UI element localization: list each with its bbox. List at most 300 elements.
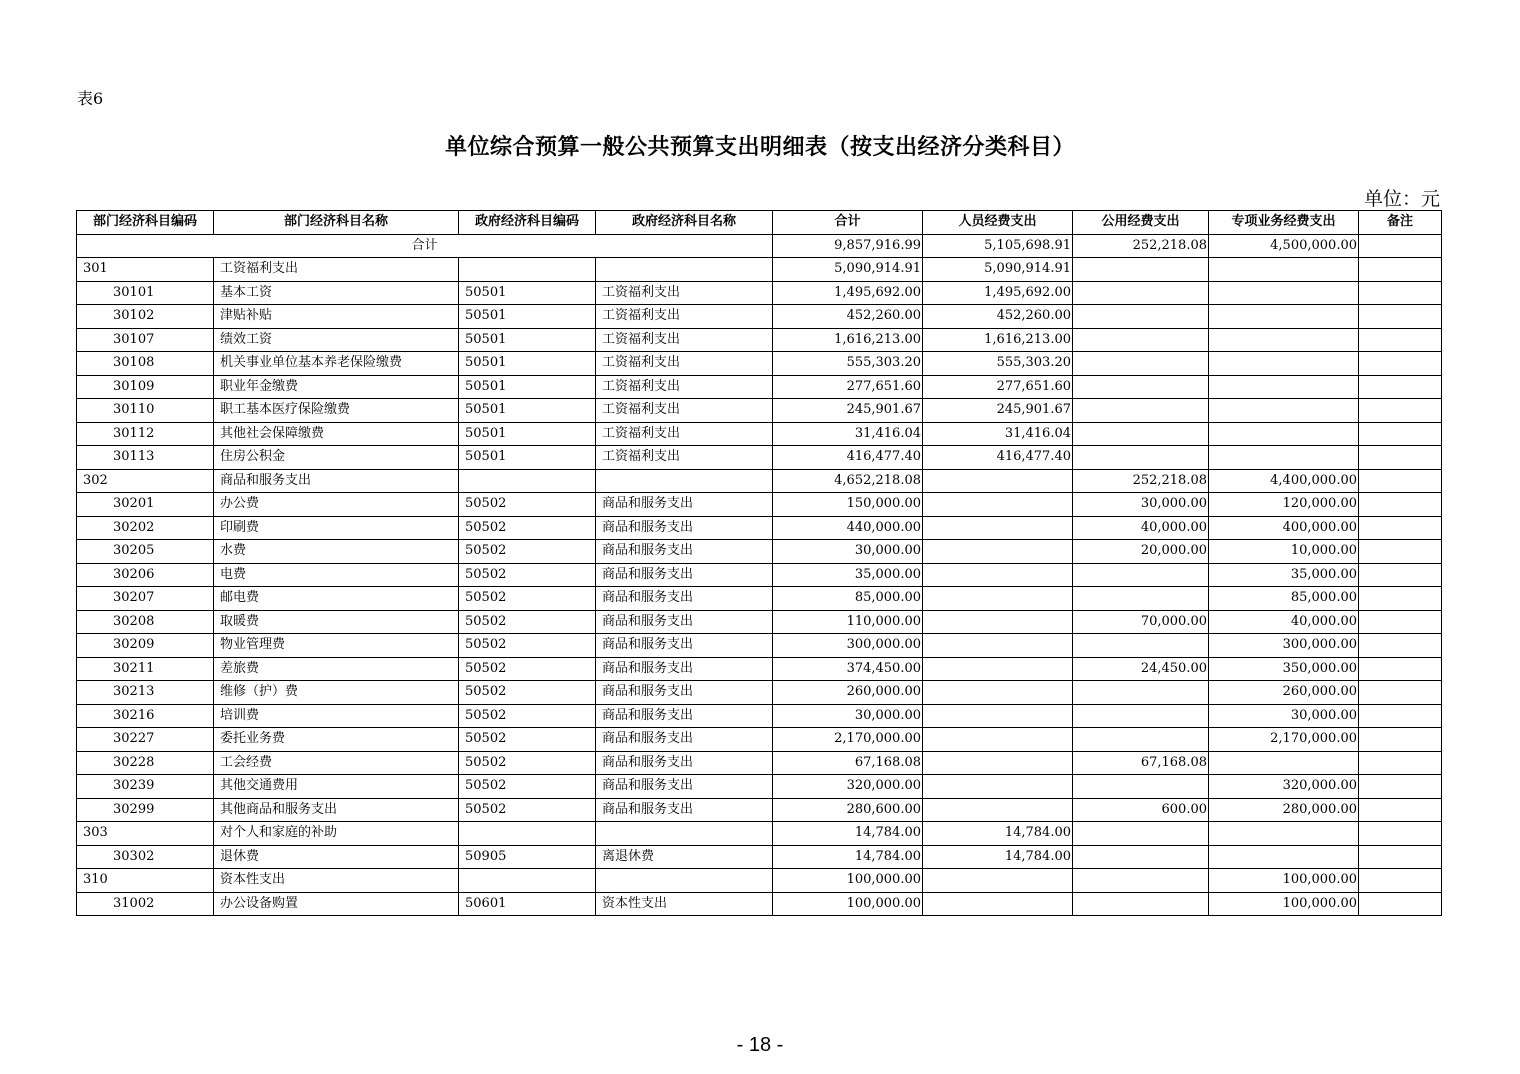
dept-code-cell: 30206	[77, 563, 214, 587]
total-cell: 100,000.00	[773, 892, 923, 916]
gov-code-cell: 50501	[459, 328, 596, 352]
personnel-cell	[923, 563, 1073, 587]
gov-code-cell	[459, 258, 596, 282]
gov-code-cell: 50502	[459, 751, 596, 775]
total-cell: 320,000.00	[773, 775, 923, 799]
public-cell: 30,000.00	[1073, 493, 1209, 517]
note-cell	[1359, 704, 1442, 728]
table-row	[77, 328, 1442, 352]
special-cell: 35,000.00	[1209, 563, 1359, 587]
table-row	[77, 399, 1442, 423]
gov-name-cell: 工资福利支出	[596, 305, 773, 329]
gov-code-cell: 50502	[459, 657, 596, 681]
personnel-cell	[923, 775, 1073, 799]
note-cell	[1359, 751, 1442, 775]
note-cell	[1359, 305, 1442, 329]
gov-code-cell: 50601	[459, 892, 596, 916]
dept-name-cell: 维修（护）费	[214, 681, 459, 705]
gov-name-cell	[596, 258, 773, 282]
dept-name-cell: 职业年金缴费	[214, 375, 459, 399]
personnel-cell	[923, 892, 1073, 916]
table-label: 表6	[77, 89, 104, 108]
gov-code-cell: 50502	[459, 540, 596, 564]
table-row	[77, 281, 1442, 305]
header-personnel: 人员经费支出	[923, 211, 1073, 235]
public-cell	[1073, 399, 1209, 423]
dept-code-cell: 302	[77, 469, 214, 493]
public-cell: 67,168.08	[1073, 751, 1209, 775]
dept-name-cell: 印刷费	[214, 516, 459, 540]
dept-code-cell: 30102	[77, 305, 214, 329]
public-cell	[1073, 375, 1209, 399]
dept-name-cell: 邮电费	[214, 587, 459, 611]
special-cell: 2,170,000.00	[1209, 728, 1359, 752]
gov-name-cell: 商品和服务支出	[596, 563, 773, 587]
note-cell	[1359, 352, 1442, 376]
header-dept-name: 部门经济科目名称	[214, 211, 459, 235]
special-cell	[1209, 258, 1359, 282]
special-cell: 30,000.00	[1209, 704, 1359, 728]
public-cell	[1073, 422, 1209, 446]
special-cell: 280,000.00	[1209, 798, 1359, 822]
personnel-cell: 31,416.04	[923, 422, 1073, 446]
special-cell: 40,000.00	[1209, 610, 1359, 634]
gov-code-cell: 50501	[459, 352, 596, 376]
total-cell: 150,000.00	[773, 493, 923, 517]
special-cell: 10,000.00	[1209, 540, 1359, 564]
special-cell: 100,000.00	[1209, 869, 1359, 893]
total-cell: 280,600.00	[773, 798, 923, 822]
total-cell: 440,000.00	[773, 516, 923, 540]
public-cell: 600.00	[1073, 798, 1209, 822]
gov-name-cell: 商品和服务支出	[596, 634, 773, 658]
dept-code-cell: 30213	[77, 681, 214, 705]
dept-code-cell: 30211	[77, 657, 214, 681]
special-cell: 320,000.00	[1209, 775, 1359, 799]
gov-name-cell: 商品和服务支出	[596, 681, 773, 705]
dept-name-cell: 机关事业单位基本养老保险缴费	[214, 352, 459, 376]
table-row	[77, 516, 1442, 540]
gov-code-cell: 50502	[459, 587, 596, 611]
personnel-cell	[923, 728, 1073, 752]
personnel-cell	[923, 751, 1073, 775]
dept-code-cell: 30228	[77, 751, 214, 775]
public-cell: 252,218.08	[1073, 469, 1209, 493]
table-row	[77, 798, 1442, 822]
dept-code-cell: 30101	[77, 281, 214, 305]
total-cell: 85,000.00	[773, 587, 923, 611]
public-cell	[1073, 728, 1209, 752]
total-cell: 374,450.00	[773, 657, 923, 681]
public-cell: 70,000.00	[1073, 610, 1209, 634]
total-sum: 9,857,916.99	[773, 234, 923, 258]
total-cell: 416,477.40	[773, 446, 923, 470]
gov-code-cell: 50501	[459, 305, 596, 329]
table-row	[77, 845, 1442, 869]
gov-name-cell: 商品和服务支出	[596, 775, 773, 799]
header-special: 专项业务经费支出	[1209, 211, 1359, 235]
total-cell: 30,000.00	[773, 540, 923, 564]
note-cell	[1359, 892, 1442, 916]
special-cell: 400,000.00	[1209, 516, 1359, 540]
table-row	[77, 587, 1442, 611]
personnel-cell	[923, 587, 1073, 611]
gov-code-cell: 50502	[459, 610, 596, 634]
special-cell	[1209, 375, 1359, 399]
dept-code-cell: 30205	[77, 540, 214, 564]
dept-name-cell: 职工基本医疗保险缴费	[214, 399, 459, 423]
gov-code-cell	[459, 822, 596, 846]
dept-code-cell: 301	[77, 258, 214, 282]
total-cell: 555,303.20	[773, 352, 923, 376]
table-row	[77, 563, 1442, 587]
dept-name-cell: 商品和服务支出	[214, 469, 459, 493]
table-row	[77, 540, 1442, 564]
dept-code-cell: 303	[77, 822, 214, 846]
public-cell	[1073, 281, 1209, 305]
table-row	[77, 422, 1442, 446]
note-cell	[1359, 563, 1442, 587]
note-cell	[1359, 258, 1442, 282]
page-title: 单位综合预算一般公共预算支出明细表（按支出经济分类科目）	[444, 134, 1075, 160]
note-cell	[1359, 587, 1442, 611]
dept-name-cell: 其他交通费用	[214, 775, 459, 799]
note-cell	[1359, 634, 1442, 658]
total-cell: 35,000.00	[773, 563, 923, 587]
dept-name-cell: 基本工资	[214, 281, 459, 305]
note-cell	[1359, 728, 1442, 752]
public-cell	[1073, 681, 1209, 705]
personnel-cell	[923, 493, 1073, 517]
table-row	[77, 728, 1442, 752]
note-cell	[1359, 822, 1442, 846]
total-cell: 4,652,218.08	[773, 469, 923, 493]
header-note: 备注	[1359, 211, 1442, 235]
table-row	[77, 634, 1442, 658]
dept-name-cell: 工会经费	[214, 751, 459, 775]
note-cell	[1359, 775, 1442, 799]
personnel-cell: 14,784.00	[923, 845, 1073, 869]
personnel-cell: 452,260.00	[923, 305, 1073, 329]
total-label: 合计	[77, 234, 773, 258]
note-cell	[1359, 681, 1442, 705]
gov-code-cell: 50502	[459, 704, 596, 728]
header-dept-code: 部门经济科目编码	[77, 211, 214, 235]
special-cell: 260,000.00	[1209, 681, 1359, 705]
personnel-cell	[923, 798, 1073, 822]
gov-name-cell: 资本性支出	[596, 892, 773, 916]
dept-code-cell: 30208	[77, 610, 214, 634]
special-cell	[1209, 845, 1359, 869]
total-cell: 100,000.00	[773, 869, 923, 893]
gov-code-cell: 50502	[459, 634, 596, 658]
dept-name-cell: 其他社会保障缴费	[214, 422, 459, 446]
total-cell: 14,784.00	[773, 822, 923, 846]
dept-name-cell: 取暖费	[214, 610, 459, 634]
gov-name-cell: 工资福利支出	[596, 328, 773, 352]
note-cell	[1359, 281, 1442, 305]
special-cell	[1209, 751, 1359, 775]
dept-name-cell: 工资福利支出	[214, 258, 459, 282]
public-cell	[1073, 704, 1209, 728]
gov-code-cell: 50501	[459, 446, 596, 470]
personnel-cell	[923, 540, 1073, 564]
total-public: 252,218.08	[1073, 234, 1209, 258]
dept-code-cell: 30299	[77, 798, 214, 822]
personnel-cell	[923, 469, 1073, 493]
gov-code-cell: 50501	[459, 281, 596, 305]
gov-name-cell: 商品和服务支出	[596, 798, 773, 822]
total-cell: 277,651.60	[773, 375, 923, 399]
note-cell	[1359, 446, 1442, 470]
gov-name-cell: 商品和服务支出	[596, 751, 773, 775]
dept-name-cell: 培训费	[214, 704, 459, 728]
special-cell	[1209, 446, 1359, 470]
public-cell	[1073, 634, 1209, 658]
table-row	[77, 446, 1442, 470]
note-cell	[1359, 375, 1442, 399]
unit-label: 单位：元	[1363, 188, 1440, 210]
category-row	[77, 258, 1442, 282]
gov-code-cell: 50502	[459, 728, 596, 752]
expenditure-table	[76, 210, 1442, 916]
note-cell	[1359, 399, 1442, 423]
public-cell	[1073, 845, 1209, 869]
note-cell	[1359, 540, 1442, 564]
gov-name-cell: 工资福利支出	[596, 446, 773, 470]
gov-code-cell: 50502	[459, 493, 596, 517]
total-cell: 5,090,914.91	[773, 258, 923, 282]
gov-code-cell: 50905	[459, 845, 596, 869]
dept-code-cell: 31002	[77, 892, 214, 916]
table-row	[77, 704, 1442, 728]
public-cell	[1073, 305, 1209, 329]
note-cell	[1359, 493, 1442, 517]
dept-name-cell: 物业管理费	[214, 634, 459, 658]
total-cell: 452,260.00	[773, 305, 923, 329]
gov-name-cell	[596, 869, 773, 893]
gov-name-cell: 商品和服务支出	[596, 587, 773, 611]
gov-name-cell: 商品和服务支出	[596, 540, 773, 564]
header-public: 公用经费支出	[1073, 211, 1209, 235]
personnel-cell: 245,901.67	[923, 399, 1073, 423]
table-row	[77, 493, 1442, 517]
total-cell: 260,000.00	[773, 681, 923, 705]
note-cell	[1359, 328, 1442, 352]
total-cell: 14,784.00	[773, 845, 923, 869]
dept-name-cell: 差旅费	[214, 657, 459, 681]
gov-name-cell: 商品和服务支出	[596, 516, 773, 540]
gov-name-cell: 工资福利支出	[596, 399, 773, 423]
total-cell: 67,168.08	[773, 751, 923, 775]
total-cell: 245,901.67	[773, 399, 923, 423]
dept-code-cell: 30107	[77, 328, 214, 352]
special-cell	[1209, 422, 1359, 446]
total-cell: 110,000.00	[773, 610, 923, 634]
dept-name-cell: 办公费	[214, 493, 459, 517]
table-row	[77, 657, 1442, 681]
personnel-cell: 1,616,213.00	[923, 328, 1073, 352]
dept-name-cell: 住房公积金	[214, 446, 459, 470]
dept-name-cell: 其他商品和服务支出	[214, 798, 459, 822]
table-row	[77, 775, 1442, 799]
gov-code-cell: 50502	[459, 563, 596, 587]
gov-name-cell: 商品和服务支出	[596, 704, 773, 728]
dept-code-cell: 310	[77, 869, 214, 893]
dept-code-cell: 30112	[77, 422, 214, 446]
public-cell: 40,000.00	[1073, 516, 1209, 540]
note-cell	[1359, 798, 1442, 822]
special-cell	[1209, 822, 1359, 846]
category-row	[77, 869, 1442, 893]
dept-name-cell: 水费	[214, 540, 459, 564]
note-cell	[1359, 657, 1442, 681]
special-cell: 120,000.00	[1209, 493, 1359, 517]
total-personnel: 5,105,698.91	[923, 234, 1073, 258]
dept-name-cell: 办公设备购置	[214, 892, 459, 916]
public-cell	[1073, 328, 1209, 352]
gov-name-cell	[596, 822, 773, 846]
dept-code-cell: 30109	[77, 375, 214, 399]
special-cell: 350,000.00	[1209, 657, 1359, 681]
public-cell	[1073, 258, 1209, 282]
special-cell	[1209, 305, 1359, 329]
total-note	[1359, 234, 1442, 258]
personnel-cell: 416,477.40	[923, 446, 1073, 470]
dept-name-cell: 电费	[214, 563, 459, 587]
special-cell: 300,000.00	[1209, 634, 1359, 658]
dept-code-cell: 30108	[77, 352, 214, 376]
gov-name-cell: 商品和服务支出	[596, 493, 773, 517]
header-total: 合计	[773, 211, 923, 235]
dept-code-cell: 30201	[77, 493, 214, 517]
special-cell: 100,000.00	[1209, 892, 1359, 916]
total-cell: 1,495,692.00	[773, 281, 923, 305]
dept-code-cell: 30227	[77, 728, 214, 752]
special-cell	[1209, 281, 1359, 305]
dept-code-cell: 30302	[77, 845, 214, 869]
gov-name-cell: 工资福利支出	[596, 281, 773, 305]
public-cell	[1073, 587, 1209, 611]
total-special: 4,500,000.00	[1209, 234, 1359, 258]
special-cell	[1209, 399, 1359, 423]
category-row	[77, 822, 1442, 846]
personnel-cell	[923, 869, 1073, 893]
dept-code-cell: 30207	[77, 587, 214, 611]
dept-name-cell: 绩效工资	[214, 328, 459, 352]
page-number: - 18 -	[736, 1034, 784, 1056]
table-row	[77, 610, 1442, 634]
dept-code-cell: 30110	[77, 399, 214, 423]
gov-name-cell: 离退休费	[596, 845, 773, 869]
special-cell: 85,000.00	[1209, 587, 1359, 611]
table-row	[77, 892, 1442, 916]
category-row	[77, 469, 1442, 493]
public-cell	[1073, 775, 1209, 799]
gov-code-cell: 50502	[459, 798, 596, 822]
total-cell: 30,000.00	[773, 704, 923, 728]
dept-code-cell: 30216	[77, 704, 214, 728]
personnel-cell: 555,303.20	[923, 352, 1073, 376]
gov-name-cell: 工资福利支出	[596, 352, 773, 376]
gov-name-cell: 商品和服务支出	[596, 728, 773, 752]
gov-name-cell: 工资福利支出	[596, 375, 773, 399]
note-cell	[1359, 516, 1442, 540]
gov-name-cell: 商品和服务支出	[596, 657, 773, 681]
personnel-cell	[923, 634, 1073, 658]
table-row	[77, 375, 1442, 399]
personnel-cell: 5,090,914.91	[923, 258, 1073, 282]
table-row	[77, 751, 1442, 775]
dept-code-cell: 30209	[77, 634, 214, 658]
dept-code-cell: 30113	[77, 446, 214, 470]
dept-name-cell: 委托业务费	[214, 728, 459, 752]
table-header-row	[77, 211, 1442, 235]
gov-code-cell: 50501	[459, 375, 596, 399]
personnel-cell	[923, 681, 1073, 705]
public-cell	[1073, 892, 1209, 916]
special-cell: 4,400,000.00	[1209, 469, 1359, 493]
personnel-cell	[923, 704, 1073, 728]
gov-code-cell	[459, 469, 596, 493]
personnel-cell: 1,495,692.00	[923, 281, 1073, 305]
gov-code-cell	[459, 869, 596, 893]
table-row	[77, 681, 1442, 705]
public-cell	[1073, 446, 1209, 470]
total-cell: 2,170,000.00	[773, 728, 923, 752]
gov-code-cell: 50502	[459, 516, 596, 540]
header-gov-name: 政府经济科目名称	[596, 211, 773, 235]
gov-code-cell: 50501	[459, 399, 596, 423]
personnel-cell: 14,784.00	[923, 822, 1073, 846]
gov-name-cell	[596, 469, 773, 493]
dept-code-cell: 30202	[77, 516, 214, 540]
personnel-cell	[923, 516, 1073, 540]
dept-name-cell: 津贴补贴	[214, 305, 459, 329]
gov-code-cell: 50502	[459, 775, 596, 799]
dept-name-cell: 资本性支出	[214, 869, 459, 893]
special-cell	[1209, 328, 1359, 352]
gov-name-cell: 商品和服务支出	[596, 610, 773, 634]
public-cell: 24,450.00	[1073, 657, 1209, 681]
note-cell	[1359, 469, 1442, 493]
note-cell	[1359, 610, 1442, 634]
total-cell: 300,000.00	[773, 634, 923, 658]
note-cell	[1359, 422, 1442, 446]
personnel-cell	[923, 610, 1073, 634]
public-cell	[1073, 352, 1209, 376]
public-cell	[1073, 822, 1209, 846]
public-cell	[1073, 563, 1209, 587]
table-row	[77, 305, 1442, 329]
total-cell: 31,416.04	[773, 422, 923, 446]
special-cell	[1209, 352, 1359, 376]
gov-code-cell: 50502	[459, 681, 596, 705]
table-row	[77, 352, 1442, 376]
gov-name-cell: 工资福利支出	[596, 422, 773, 446]
dept-code-cell: 30239	[77, 775, 214, 799]
total-row	[77, 234, 1442, 258]
dept-name-cell: 退休费	[214, 845, 459, 869]
personnel-cell	[923, 657, 1073, 681]
total-cell: 1,616,213.00	[773, 328, 923, 352]
dept-name-cell: 对个人和家庭的补助	[214, 822, 459, 846]
gov-code-cell: 50501	[459, 422, 596, 446]
note-cell	[1359, 869, 1442, 893]
public-cell: 20,000.00	[1073, 540, 1209, 564]
personnel-cell: 277,651.60	[923, 375, 1073, 399]
header-gov-code: 政府经济科目编码	[459, 211, 596, 235]
